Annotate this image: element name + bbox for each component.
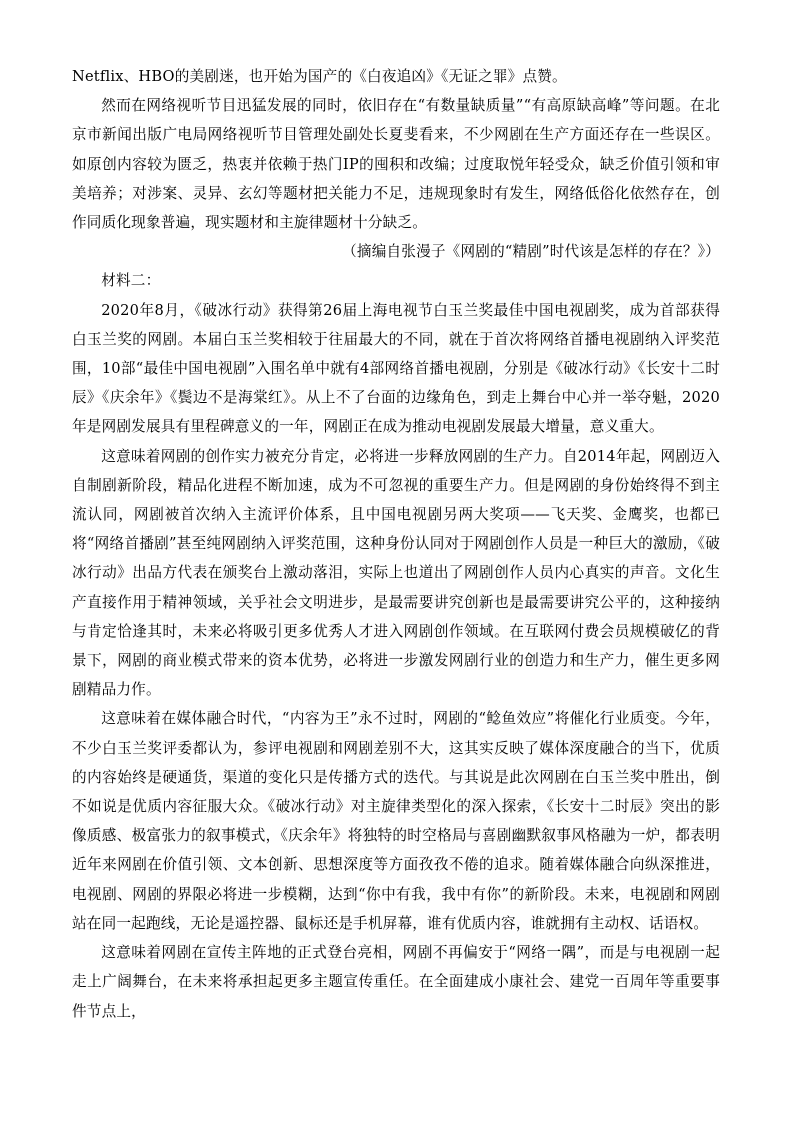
paragraph-intro-continuation: Netflix、HBO的美剧迷，也开始为国产的《白夜追凶》《无证之罪》点赞。 bbox=[72, 68, 567, 85]
paragraph-award: 2020年8月，《破冰行动》获得第26届上海电视节白玉兰奖最佳中国电视剧奖，成为首部获得白玉兰奖的网剧。本届白玉兰奖相较于往届最大的不同，就在于首次将网络首播电视剧纳入评奖范围，10部“最佳中国电视剧”入围名单中就有4部网络首播电视剧，分别是《破冰行动》《长安十二时辰》《庆余年》《鬓边不是海棠红》。从上不了台面的边缘角色，到走上舞台中心并一举夺魁，2020年是网剧发展具有里程碑意义的一年，网剧正在成为推动电视剧发展最大增量，意义重大。 bbox=[72, 301, 720, 436]
source-citation: （摘编自张漫子《网剧的“精剧”时代该是怎样的存在？》） bbox=[342, 243, 720, 261]
paragraph-media-fusion: 这意味着在媒体融合时代，“内容为王”永不过时，网剧的“鲶鱼效应”将催化行业质变。今年，不少白玉兰奖评委都认为，参评电视剧和网剧差别不大，这其实反映了媒体深度融合的当下，优质的内容始终是硬通货，渠道的变化只是传播方式的迭代。与其说是此次网剧在白玉兰奖中胜出，倒不如说是优质内容征服大众。《破冰行动》对主旋律类型化的深入探索，《长安十二时辰》突出的影像质感、极富张力的叙事模式，《庆余年》将独特的时空格局与喜剧幽默叙事风格融为一炉，都表明近年来网剧在价值引领、文本创新、思想深度等方面孜孜不倦的追求。随着媒体融合向纵深推进，电视剧、网剧的界限必将进一步模糊，达到“你中有我，我中有你”的新阶段。未来，电视剧和网剧站在同一起跑线，无论是遥控器、鼠标还是手机屏幕，谁有优质内容，谁就拥有主动权、话语权。 bbox=[72, 710, 720, 932]
paragraph-creative-strength: 这意味着网剧的创作实力被充分肯定，必将进一步释放网剧的生产力。自2014年起，网剧迈入自制剧新阶段，精品化进程不断加速，成为不可忽视的重要生产力。但是网剧的身份始终得不到主流认同，网剧被首次纳入主流评价体系，且中国电视剧另两大奖项——飞天奖、金鹰奖，也都已将“网络首播剧”甚至纯网剧纳入评奖范围，这种身份认同对于网剧创作人员是一种巨大的激励，《破冰行动》出品方代表在颁奖台上激动落泪，实际上也道出了网剧创作人员内心真实的声音。文化生产直接作用于精神领域，关乎社会文明进步，是最需要讲究创新也是最需要讲究公平的，这种接纳与肯定恰逢其时，未来必将吸引更多优秀人才进入网剧创作领域。在互联网付费会员规模破亿的背景下，网剧的商业模式带来的资本优势，必将进一步激发网剧行业的创造力和生产力，催生更多网剧精品力作。 bbox=[72, 447, 720, 699]
material-two-heading: 材料二： bbox=[101, 272, 161, 290]
paragraph-propaganda: 这意味着网剧在宣传主阵地的正式登台亮相，网剧不再偏安于“网络一隅”，而是与电视剧一起走上广阔舞台，在未来将承担起更多主题宣传重任。在全面建成小康社会、建党一百周年等重要事件节点上， bbox=[72, 944, 720, 1020]
document-page bbox=[72, 62, 720, 1026]
paragraph-problems: 然而在网络视听节目迅猛发展的同时，依旧存在“有数量缺质量”“有高原缺高峰”等问题。在北京市新闻出版广电局网络视听节目管理处副处长夏斐看来，不少网剧在生产方面还存在一些误区。如原创内容较为匮乏，热衷并依赖于热门IP的囤积和改编；过度取悦年轻受众，缺乏价值引领和审美培养；对涉案、灵异、玄幻等题材把关能力不足，违规现象时有发生，网络低俗化依然存在，创作同质化现象普遍，现实题材和主旋律题材十分缺乏。 bbox=[72, 97, 720, 232]
